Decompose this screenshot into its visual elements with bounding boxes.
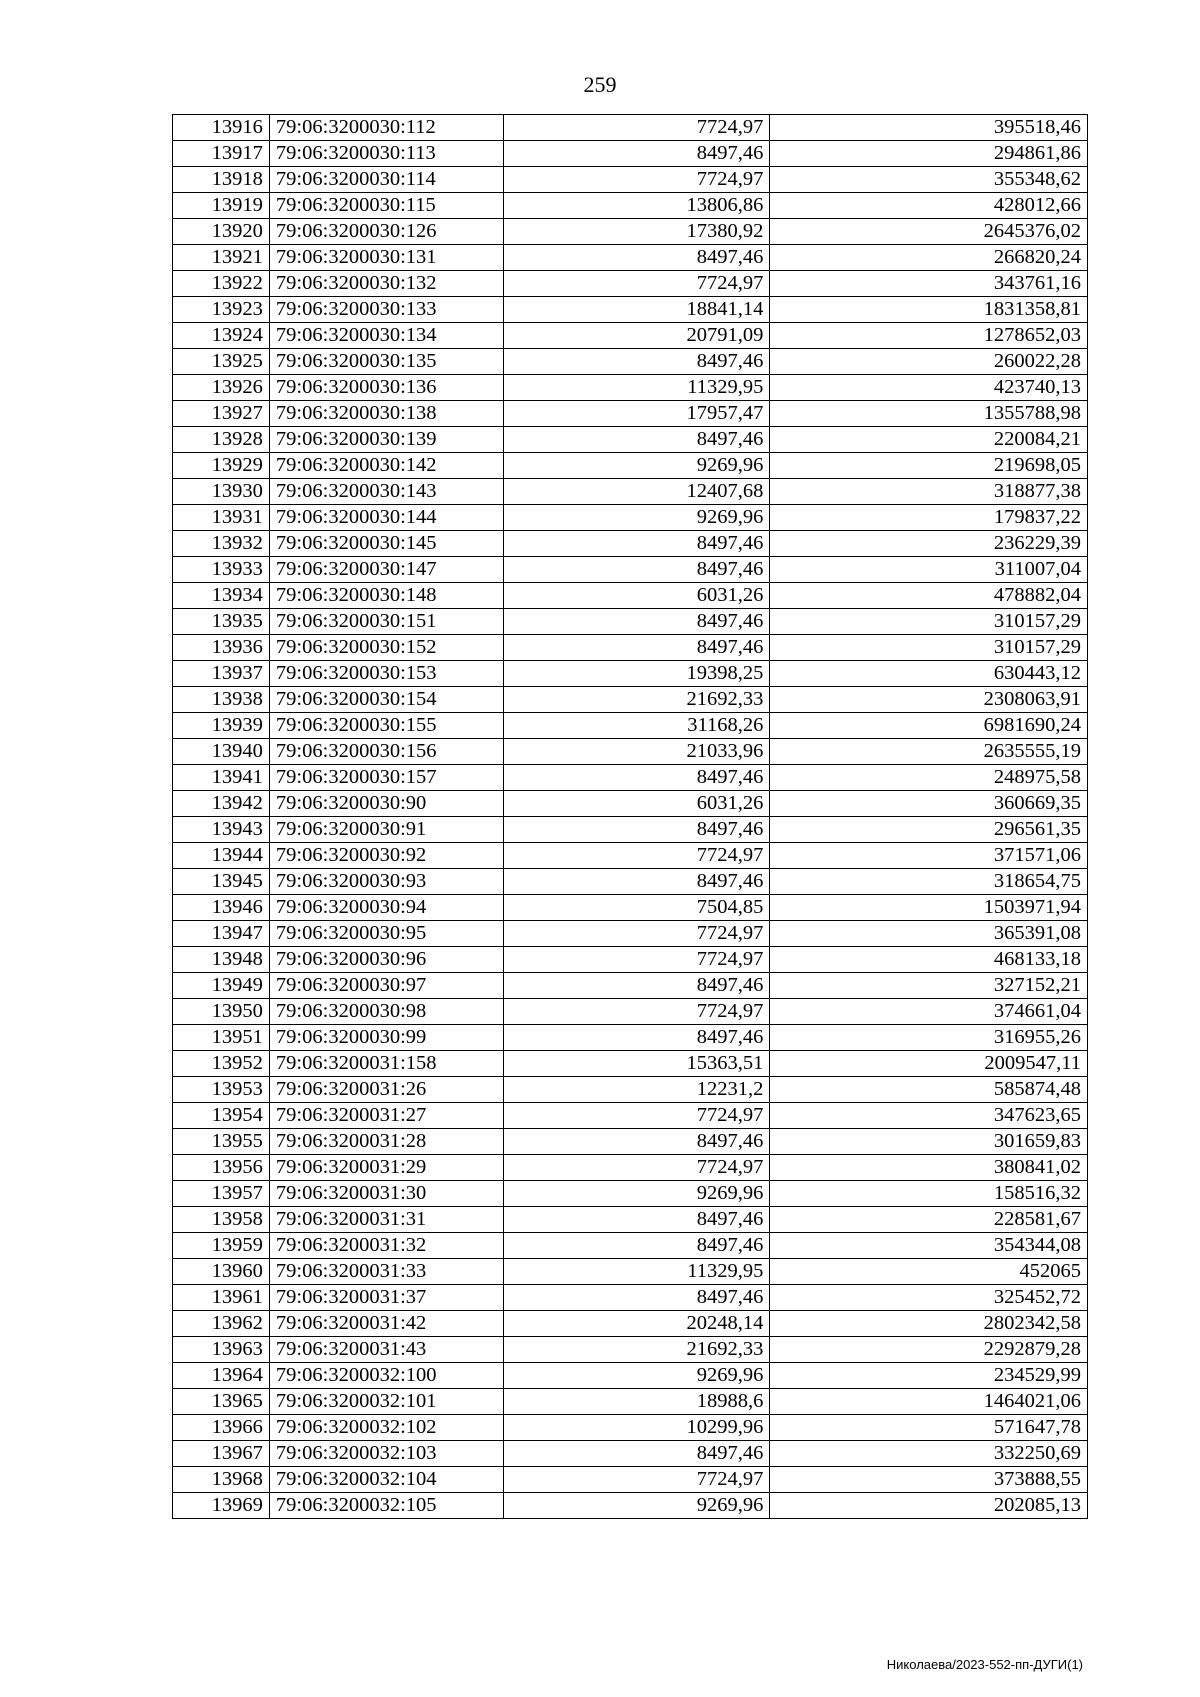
area-cell: 8497,46: [503, 973, 770, 999]
cadastral-number-cell: 79:06:3200031:158: [269, 1051, 503, 1077]
cadastral-number-cell: 79:06:3200031:30: [269, 1181, 503, 1207]
row-number-cell: 13928: [173, 427, 270, 453]
row-number-cell: 13940: [173, 739, 270, 765]
table-row: [173, 635, 1088, 661]
cadastral-number-cell: 79:06:3200030:157: [269, 765, 503, 791]
cadastral-number-cell: 79:06:3200030:139: [269, 427, 503, 453]
area-cell: 8497,46: [503, 765, 770, 791]
value-cell: 316955,26: [770, 1025, 1088, 1051]
value-cell: 1278652,03: [770, 323, 1088, 349]
cadastral-number-cell: 79:06:3200030:143: [269, 479, 503, 505]
row-number-cell: 13964: [173, 1363, 270, 1389]
value-cell: 571647,78: [770, 1415, 1088, 1441]
area-cell: 7724,97: [503, 167, 770, 193]
cadastral-number-cell: 79:06:3200031:29: [269, 1155, 503, 1181]
area-cell: 11329,95: [503, 375, 770, 401]
cadastral-number-cell: 79:06:3200030:95: [269, 921, 503, 947]
row-number-cell: 13916: [173, 115, 270, 141]
row-number-cell: 13936: [173, 635, 270, 661]
table-row: [173, 167, 1088, 193]
row-number-cell: 13932: [173, 531, 270, 557]
value-cell: 234529,99: [770, 1363, 1088, 1389]
row-number-cell: 13935: [173, 609, 270, 635]
area-cell: 8497,46: [503, 635, 770, 661]
table-row: [173, 115, 1088, 141]
value-cell: 1464021,06: [770, 1389, 1088, 1415]
row-number-cell: 13955: [173, 1129, 270, 1155]
row-number-cell: 13959: [173, 1233, 270, 1259]
value-cell: 2308063,91: [770, 687, 1088, 713]
table-row: [173, 869, 1088, 895]
value-cell: 318654,75: [770, 869, 1088, 895]
table-row: [173, 505, 1088, 531]
area-cell: 8497,46: [503, 1285, 770, 1311]
value-cell: 478882,04: [770, 583, 1088, 609]
row-number-cell: 13956: [173, 1155, 270, 1181]
table-row: [173, 1207, 1088, 1233]
cadastral-number-cell: 79:06:3200030:148: [269, 583, 503, 609]
value-cell: 202085,13: [770, 1493, 1088, 1519]
cadastral-number-cell: 79:06:3200031:32: [269, 1233, 503, 1259]
table-row: [173, 1259, 1088, 1285]
cadastral-number-cell: 79:06:3200030:142: [269, 453, 503, 479]
area-cell: 8497,46: [503, 427, 770, 453]
value-cell: 327152,21: [770, 973, 1088, 999]
area-cell: 15363,51: [503, 1051, 770, 1077]
value-cell: 371571,06: [770, 843, 1088, 869]
row-number-cell: 13921: [173, 245, 270, 271]
value-cell: 260022,28: [770, 349, 1088, 375]
value-cell: 219698,05: [770, 453, 1088, 479]
value-cell: 343761,16: [770, 271, 1088, 297]
area-cell: 8497,46: [503, 817, 770, 843]
area-cell: 7724,97: [503, 1103, 770, 1129]
value-cell: 236229,39: [770, 531, 1088, 557]
table-row: [173, 739, 1088, 765]
table-row: [173, 531, 1088, 557]
cadastral-number-cell: 79:06:3200030:97: [269, 973, 503, 999]
cadastral-number-cell: 79:06:3200030:96: [269, 947, 503, 973]
row-number-cell: 13958: [173, 1207, 270, 1233]
row-number-cell: 13957: [173, 1181, 270, 1207]
page-number: 259: [583, 72, 617, 97]
area-cell: 6031,26: [503, 791, 770, 817]
table-row: [173, 1155, 1088, 1181]
area-cell: 8497,46: [503, 141, 770, 167]
cadastral-number-cell: 79:06:3200030:153: [269, 661, 503, 687]
area-cell: 19398,25: [503, 661, 770, 687]
table-row: [173, 999, 1088, 1025]
area-cell: 17957,47: [503, 401, 770, 427]
area-cell: 12407,68: [503, 479, 770, 505]
value-cell: 294861,86: [770, 141, 1088, 167]
value-cell: 585874,48: [770, 1077, 1088, 1103]
table-row: [173, 427, 1088, 453]
table-row: [173, 1233, 1088, 1259]
area-cell: 7724,97: [503, 999, 770, 1025]
row-number-cell: 13923: [173, 297, 270, 323]
table-row: [173, 479, 1088, 505]
value-cell: 365391,08: [770, 921, 1088, 947]
area-cell: 13806,86: [503, 193, 770, 219]
table-row: [173, 557, 1088, 583]
row-number-cell: 13953: [173, 1077, 270, 1103]
row-number-cell: 13965: [173, 1389, 270, 1415]
table-row: [173, 765, 1088, 791]
table-row: [173, 609, 1088, 635]
value-cell: 158516,32: [770, 1181, 1088, 1207]
area-cell: 9269,96: [503, 1363, 770, 1389]
value-cell: 310157,29: [770, 609, 1088, 635]
row-number-cell: 13920: [173, 219, 270, 245]
row-number-cell: 13926: [173, 375, 270, 401]
cadastral-number-cell: 79:06:3200030:135: [269, 349, 503, 375]
row-number-cell: 13925: [173, 349, 270, 375]
row-number-cell: 13942: [173, 791, 270, 817]
row-number-cell: 13943: [173, 817, 270, 843]
value-cell: 1831358,81: [770, 297, 1088, 323]
value-cell: 220084,21: [770, 427, 1088, 453]
area-cell: 7724,97: [503, 1155, 770, 1181]
cadastral-number-cell: 79:06:3200030:94: [269, 895, 503, 921]
table-row: [173, 1025, 1088, 1051]
row-number-cell: 13950: [173, 999, 270, 1025]
table-row: [173, 323, 1088, 349]
table-row: [173, 1337, 1088, 1363]
table-row: [173, 1441, 1088, 1467]
area-cell: 8497,46: [503, 1129, 770, 1155]
value-cell: 311007,04: [770, 557, 1088, 583]
cadastral-number-cell: 79:06:3200030:151: [269, 609, 503, 635]
area-cell: 17380,92: [503, 219, 770, 245]
cadastral-number-cell: 79:06:3200030:133: [269, 297, 503, 323]
area-cell: 8497,46: [503, 1025, 770, 1051]
area-cell: 8497,46: [503, 609, 770, 635]
cadastral-number-cell: 79:06:3200030:144: [269, 505, 503, 531]
cadastral-number-cell: 79:06:3200030:131: [269, 245, 503, 271]
table-row: [173, 1051, 1088, 1077]
area-cell: 8497,46: [503, 557, 770, 583]
table-row: [173, 245, 1088, 271]
area-cell: 8497,46: [503, 1233, 770, 1259]
area-cell: 21692,33: [503, 687, 770, 713]
cadastral-number-cell: 79:06:3200032:104: [269, 1467, 503, 1493]
table-row: [173, 193, 1088, 219]
table-row: [173, 1363, 1088, 1389]
value-cell: 355348,62: [770, 167, 1088, 193]
cadastral-number-cell: 79:06:3200030:152: [269, 635, 503, 661]
table-row: [173, 271, 1088, 297]
value-cell: 1355788,98: [770, 401, 1088, 427]
area-cell: 18841,14: [503, 297, 770, 323]
value-cell: 228581,67: [770, 1207, 1088, 1233]
cadastral-number-cell: 79:06:3200030:91: [269, 817, 503, 843]
cadastral-number-cell: 79:06:3200031:28: [269, 1129, 503, 1155]
area-cell: 8497,46: [503, 1441, 770, 1467]
row-number-cell: 13922: [173, 271, 270, 297]
cadastral-number-cell: 79:06:3200030:147: [269, 557, 503, 583]
cadastral-number-cell: 79:06:3200030:156: [269, 739, 503, 765]
row-number-cell: 13946: [173, 895, 270, 921]
registry-table: [172, 114, 1088, 1519]
value-cell: 2009547,11: [770, 1051, 1088, 1077]
table-row: [173, 1181, 1088, 1207]
table-row: [173, 1077, 1088, 1103]
table-row: [173, 349, 1088, 375]
table-row: [173, 1415, 1088, 1441]
cadastral-number-cell: 79:06:3200031:37: [269, 1285, 503, 1311]
value-cell: 310157,29: [770, 635, 1088, 661]
table-row: [173, 687, 1088, 713]
area-cell: 7724,97: [503, 271, 770, 297]
cadastral-number-cell: 79:06:3200030:113: [269, 141, 503, 167]
cadastral-number-cell: 79:06:3200030:99: [269, 1025, 503, 1051]
row-number-cell: 13951: [173, 1025, 270, 1051]
area-cell: 7504,85: [503, 895, 770, 921]
table-row: [173, 973, 1088, 999]
table-row: [173, 583, 1088, 609]
registry-table-body: [173, 115, 1088, 1519]
row-number-cell: 13934: [173, 583, 270, 609]
table-row: [173, 947, 1088, 973]
row-number-cell: 13917: [173, 141, 270, 167]
table-row: [173, 895, 1088, 921]
row-number-cell: 13938: [173, 687, 270, 713]
row-number-cell: 13967: [173, 1441, 270, 1467]
row-number-cell: 13939: [173, 713, 270, 739]
row-number-cell: 13968: [173, 1467, 270, 1493]
table-row: [173, 661, 1088, 687]
cadastral-number-cell: 79:06:3200030:134: [269, 323, 503, 349]
value-cell: 428012,66: [770, 193, 1088, 219]
value-cell: 373888,55: [770, 1467, 1088, 1493]
area-cell: 18988,6: [503, 1389, 770, 1415]
cadastral-number-cell: 79:06:3200032:102: [269, 1415, 503, 1441]
row-number-cell: 13966: [173, 1415, 270, 1441]
value-cell: 360669,35: [770, 791, 1088, 817]
value-cell: 325452,72: [770, 1285, 1088, 1311]
area-cell: 7724,97: [503, 921, 770, 947]
table-row: [173, 375, 1088, 401]
area-cell: 20791,09: [503, 323, 770, 349]
value-cell: 380841,02: [770, 1155, 1088, 1181]
table-row: [173, 921, 1088, 947]
area-cell: 12231,2: [503, 1077, 770, 1103]
area-cell: 8497,46: [503, 869, 770, 895]
value-cell: 2635555,19: [770, 739, 1088, 765]
table-row: [173, 843, 1088, 869]
table-row: [173, 1285, 1088, 1311]
row-number-cell: 13949: [173, 973, 270, 999]
cadastral-number-cell: 79:06:3200030:90: [269, 791, 503, 817]
value-cell: 296561,35: [770, 817, 1088, 843]
table-row: [173, 453, 1088, 479]
value-cell: 452065: [770, 1259, 1088, 1285]
area-cell: 8497,46: [503, 349, 770, 375]
row-number-cell: 13924: [173, 323, 270, 349]
row-number-cell: 13927: [173, 401, 270, 427]
area-cell: 21033,96: [503, 739, 770, 765]
area-cell: 10299,96: [503, 1415, 770, 1441]
cadastral-number-cell: 79:06:3200030:155: [269, 713, 503, 739]
cadastral-number-cell: 79:06:3200032:103: [269, 1441, 503, 1467]
row-number-cell: 13952: [173, 1051, 270, 1077]
cadastral-number-cell: 79:06:3200031:31: [269, 1207, 503, 1233]
row-number-cell: 13931: [173, 505, 270, 531]
value-cell: 630443,12: [770, 661, 1088, 687]
row-number-cell: 13937: [173, 661, 270, 687]
value-cell: 354344,08: [770, 1233, 1088, 1259]
value-cell: 2292879,28: [770, 1337, 1088, 1363]
value-cell: 2645376,02: [770, 219, 1088, 245]
row-number-cell: 13918: [173, 167, 270, 193]
cadastral-number-cell: 79:06:3200030:115: [269, 193, 503, 219]
cadastral-number-cell: 79:06:3200030:136: [269, 375, 503, 401]
area-cell: 20248,14: [503, 1311, 770, 1337]
cadastral-number-cell: 79:06:3200031:33: [269, 1259, 503, 1285]
cadastral-number-cell: 79:06:3200032:105: [269, 1493, 503, 1519]
table-row: [173, 1467, 1088, 1493]
area-cell: 8497,46: [503, 531, 770, 557]
row-number-cell: 13941: [173, 765, 270, 791]
row-number-cell: 13944: [173, 843, 270, 869]
table-row: [173, 791, 1088, 817]
value-cell: 318877,38: [770, 479, 1088, 505]
table-row: [173, 219, 1088, 245]
value-cell: 266820,24: [770, 245, 1088, 271]
cadastral-number-cell: 79:06:3200030:154: [269, 687, 503, 713]
area-cell: 6031,26: [503, 583, 770, 609]
cadastral-number-cell: 79:06:3200030:93: [269, 869, 503, 895]
cadastral-number-cell: 79:06:3200031:27: [269, 1103, 503, 1129]
cadastral-number-cell: 79:06:3200030:145: [269, 531, 503, 557]
area-cell: 7724,97: [503, 1467, 770, 1493]
table-row: [173, 1103, 1088, 1129]
row-number-cell: 13961: [173, 1285, 270, 1311]
area-cell: 9269,96: [503, 453, 770, 479]
value-cell: 1503971,94: [770, 895, 1088, 921]
table-row: [173, 401, 1088, 427]
table-row: [173, 817, 1088, 843]
cadastral-number-cell: 79:06:3200031:42: [269, 1311, 503, 1337]
row-number-cell: 13960: [173, 1259, 270, 1285]
row-number-cell: 13954: [173, 1103, 270, 1129]
value-cell: 347623,65: [770, 1103, 1088, 1129]
area-cell: 31168,26: [503, 713, 770, 739]
value-cell: 332250,69: [770, 1441, 1088, 1467]
value-cell: 301659,83: [770, 1129, 1088, 1155]
table-row: [173, 297, 1088, 323]
cadastral-number-cell: 79:06:3200032:100: [269, 1363, 503, 1389]
cadastral-number-cell: 79:06:3200031:43: [269, 1337, 503, 1363]
row-number-cell: 13945: [173, 869, 270, 895]
area-cell: 8497,46: [503, 1207, 770, 1233]
row-number-cell: 13962: [173, 1311, 270, 1337]
area-cell: 9269,96: [503, 505, 770, 531]
area-cell: 21692,33: [503, 1337, 770, 1363]
row-number-cell: 13919: [173, 193, 270, 219]
cadastral-number-cell: 79:06:3200031:26: [269, 1077, 503, 1103]
cadastral-number-cell: 79:06:3200030:98: [269, 999, 503, 1025]
row-number-cell: 13963: [173, 1337, 270, 1363]
table-row: [173, 1493, 1088, 1519]
area-cell: 8497,46: [503, 245, 770, 271]
area-cell: 11329,95: [503, 1259, 770, 1285]
row-number-cell: 13929: [173, 453, 270, 479]
area-cell: 7724,97: [503, 843, 770, 869]
table-row: [173, 141, 1088, 167]
cadastral-number-cell: 79:06:3200030:132: [269, 271, 503, 297]
row-number-cell: 13948: [173, 947, 270, 973]
value-cell: 179837,22: [770, 505, 1088, 531]
table-row: [173, 1129, 1088, 1155]
cadastral-number-cell: 79:06:3200030:126: [269, 219, 503, 245]
cadastral-number-cell: 79:06:3200030:112: [269, 115, 503, 141]
value-cell: 395518,46: [770, 115, 1088, 141]
value-cell: 423740,13: [770, 375, 1088, 401]
row-number-cell: 13969: [173, 1493, 270, 1519]
cadastral-number-cell: 79:06:3200030:114: [269, 167, 503, 193]
area-cell: 7724,97: [503, 947, 770, 973]
table-row: [173, 1311, 1088, 1337]
document-reference: Николаева/2023-552-пп-ДУГИ(1): [886, 1657, 1083, 1672]
area-cell: 9269,96: [503, 1181, 770, 1207]
cadastral-number-cell: 79:06:3200030:92: [269, 843, 503, 869]
table-row: [173, 1389, 1088, 1415]
cadastral-number-cell: 79:06:3200030:138: [269, 401, 503, 427]
value-cell: 248975,58: [770, 765, 1088, 791]
value-cell: 6981690,24: [770, 713, 1088, 739]
value-cell: 2802342,58: [770, 1311, 1088, 1337]
area-cell: 9269,96: [503, 1493, 770, 1519]
value-cell: 374661,04: [770, 999, 1088, 1025]
area-cell: 7724,97: [503, 115, 770, 141]
cadastral-number-cell: 79:06:3200032:101: [269, 1389, 503, 1415]
row-number-cell: 13947: [173, 921, 270, 947]
value-cell: 468133,18: [770, 947, 1088, 973]
row-number-cell: 13933: [173, 557, 270, 583]
row-number-cell: 13930: [173, 479, 270, 505]
table-row: [173, 713, 1088, 739]
